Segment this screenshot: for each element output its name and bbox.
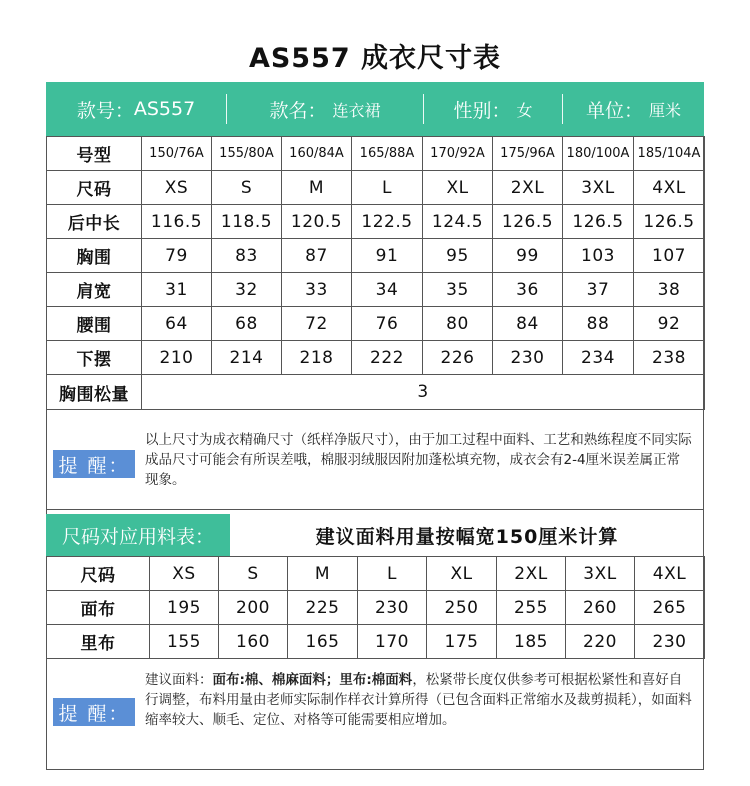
size-cell: 99 <box>493 239 563 273</box>
size-cell: 87 <box>282 239 352 273</box>
reminder-note-2 <box>46 658 704 770</box>
fabric-cell: 185 <box>497 625 566 659</box>
size-cell: 33 <box>282 273 352 307</box>
size-header-cell: S <box>219 557 288 591</box>
size-cell: 185/104A <box>634 137 705 171</box>
size-cell: 160/84A <box>282 137 352 171</box>
size-cell: 76 <box>352 307 423 341</box>
fabric-advice-rest: ，松紧带长度仅供参考可根据松紧性和喜好自行调整，布料用量由老师实际制作样衣计算所得（已包含面料正常缩水及裁剪损耗），如面料缩率较大、顺毛、定位、对格等可能需要相应增加。 <box>145 672 692 728</box>
ease-row <box>47 375 705 410</box>
size-row <box>47 171 705 205</box>
fabric-advice-text <box>145 670 693 730</box>
size-cell: 124.5 <box>423 205 493 239</box>
style-number-value: AS557 <box>133 98 196 120</box>
fabric-header-row <box>47 557 705 591</box>
fabric-cell: 250 <box>427 591 497 625</box>
fabric-row <box>47 591 705 625</box>
style-name-value: 连衣裙 <box>332 100 381 120</box>
row-label: 尺码 <box>47 557 150 591</box>
size-cell: L <box>352 171 423 205</box>
size-row <box>47 273 705 307</box>
row-label: 尺码 <box>47 171 142 205</box>
row-label: 下摆 <box>47 341 142 375</box>
size-cell: 234 <box>563 341 634 375</box>
size-cell: 31 <box>142 273 212 307</box>
size-cell: 120.5 <box>282 205 352 239</box>
reminder-note-1 <box>46 410 704 510</box>
size-cell: S <box>212 171 282 205</box>
size-header-cell: 3XL <box>566 557 635 591</box>
outer-fabric-advice: 面布:棉、棉麻面料； <box>212 672 340 688</box>
size-cell: 155/80A <box>212 137 282 171</box>
size-cell: 79 <box>142 239 212 273</box>
gender-value: 女 <box>516 100 533 120</box>
fabric-table <box>46 556 705 659</box>
fabric-row <box>47 625 705 659</box>
row-label: 腰围 <box>47 307 142 341</box>
size-cell: 116.5 <box>142 205 212 239</box>
size-cell: 80 <box>423 307 493 341</box>
fabric-cell: 230 <box>358 591 427 625</box>
size-cell: 92 <box>634 307 705 341</box>
size-table <box>46 136 705 410</box>
size-cell: 210 <box>142 341 212 375</box>
size-header-cell: 4XL <box>635 557 705 591</box>
reminder-text: 以上尺寸为成衣精确尺寸（纸样净版尺寸），由于加工过程中面料、工艺和熟练程度不同实际成品尺寸可能会有所误差哦，棉服羽绒服因附加蓬松填充物，成衣会有2-4厘米误差属正常现象。 <box>145 432 692 488</box>
size-row <box>47 137 705 171</box>
fabric-cell: 175 <box>427 625 497 659</box>
size-cell: 238 <box>634 341 705 375</box>
size-cell: 37 <box>563 273 634 307</box>
ease-label: 胸围松量 <box>47 375 142 410</box>
row-label: 后中长 <box>47 205 142 239</box>
size-cell: 103 <box>563 239 634 273</box>
reminder-badge: 提 醒： <box>53 698 135 726</box>
size-cell: 64 <box>142 307 212 341</box>
gender-key: 性别： <box>453 99 511 122</box>
size-cell: 84 <box>493 307 563 341</box>
unit <box>563 82 704 136</box>
reminder-badge: 提 醒： <box>53 450 135 478</box>
size-cell: 88 <box>563 307 634 341</box>
size-cell: 126.5 <box>634 205 705 239</box>
size-cell: 83 <box>212 239 282 273</box>
fabric-cell: 155 <box>150 625 219 659</box>
fabric-section-title: 建议面料用量按幅宽150厘米计算 <box>315 525 619 548</box>
row-label: 胸围 <box>47 239 142 273</box>
fabric-cell: 170 <box>358 625 427 659</box>
style-name <box>227 82 423 136</box>
fabric-cell: 255 <box>497 591 566 625</box>
size-cell: 170/92A <box>423 137 493 171</box>
unit-key: 单位： <box>585 99 643 122</box>
size-cell: 214 <box>212 341 282 375</box>
size-cell: 107 <box>634 239 705 273</box>
fabric-cell: 220 <box>566 625 635 659</box>
size-row <box>47 341 705 375</box>
fabric-cell: 260 <box>566 591 635 625</box>
size-cell: 226 <box>423 341 493 375</box>
fabric-section-tag: 尺码对应用料表： <box>46 514 230 556</box>
size-cell: XL <box>423 171 493 205</box>
size-cell: 72 <box>282 307 352 341</box>
size-row <box>47 205 705 239</box>
size-cell: 218 <box>282 341 352 375</box>
style-number-key: 款号： <box>76 99 134 122</box>
size-cell: XS <box>142 171 212 205</box>
fabric-cell: 165 <box>288 625 358 659</box>
size-cell: 118.5 <box>212 205 282 239</box>
size-row <box>47 239 705 273</box>
size-cell: M <box>282 171 352 205</box>
size-cell: 122.5 <box>352 205 423 239</box>
size-header-cell: XL <box>427 557 497 591</box>
size-cell: 95 <box>423 239 493 273</box>
size-cell: 68 <box>212 307 282 341</box>
fabric-cell: 265 <box>635 591 705 625</box>
row-label: 面布 <box>47 591 150 625</box>
fabric-cell: 230 <box>635 625 705 659</box>
size-header-cell: XS <box>150 557 219 591</box>
size-cell: 32 <box>212 273 282 307</box>
row-label: 肩宽 <box>47 273 142 307</box>
size-cell: 2XL <box>493 171 563 205</box>
size-cell: 34 <box>352 273 423 307</box>
size-header-cell: M <box>288 557 358 591</box>
info-header <box>46 82 704 136</box>
size-header-cell: 2XL <box>497 557 566 591</box>
fabric-cell: 160 <box>219 625 288 659</box>
size-cell: 3XL <box>563 171 634 205</box>
size-row <box>47 307 705 341</box>
fabric-cell: 225 <box>288 591 358 625</box>
gender <box>424 82 562 136</box>
unit-value: 厘米 <box>649 100 682 120</box>
fabric-advice-prefix: 建议面料： <box>145 672 213 688</box>
size-cell: 4XL <box>634 171 705 205</box>
size-cell: 126.5 <box>493 205 563 239</box>
size-cell: 175/96A <box>493 137 563 171</box>
size-cell: 126.5 <box>563 205 634 239</box>
style-name-key: 款名： <box>269 99 327 122</box>
size-cell: 36 <box>493 273 563 307</box>
size-cell: 35 <box>423 273 493 307</box>
size-cell: 180/100A <box>563 137 634 171</box>
style-number <box>46 82 226 136</box>
size-cell: 38 <box>634 273 705 307</box>
page-title: AS557 成衣尺寸表 <box>248 43 502 74</box>
fabric-cell: 195 <box>150 591 219 625</box>
size-cell: 150/76A <box>142 137 212 171</box>
size-cell: 230 <box>493 341 563 375</box>
row-label: 里布 <box>47 625 150 659</box>
ease-value: 3 <box>142 375 705 410</box>
size-cell: 165/88A <box>352 137 423 171</box>
row-label: 号型 <box>47 137 142 171</box>
lining-fabric-advice: 里布:棉面料 <box>339 672 413 688</box>
fabric-section-header <box>46 514 704 556</box>
size-cell: 222 <box>352 341 423 375</box>
size-header-cell: L <box>358 557 427 591</box>
size-cell: 91 <box>352 239 423 273</box>
fabric-cell: 200 <box>219 591 288 625</box>
